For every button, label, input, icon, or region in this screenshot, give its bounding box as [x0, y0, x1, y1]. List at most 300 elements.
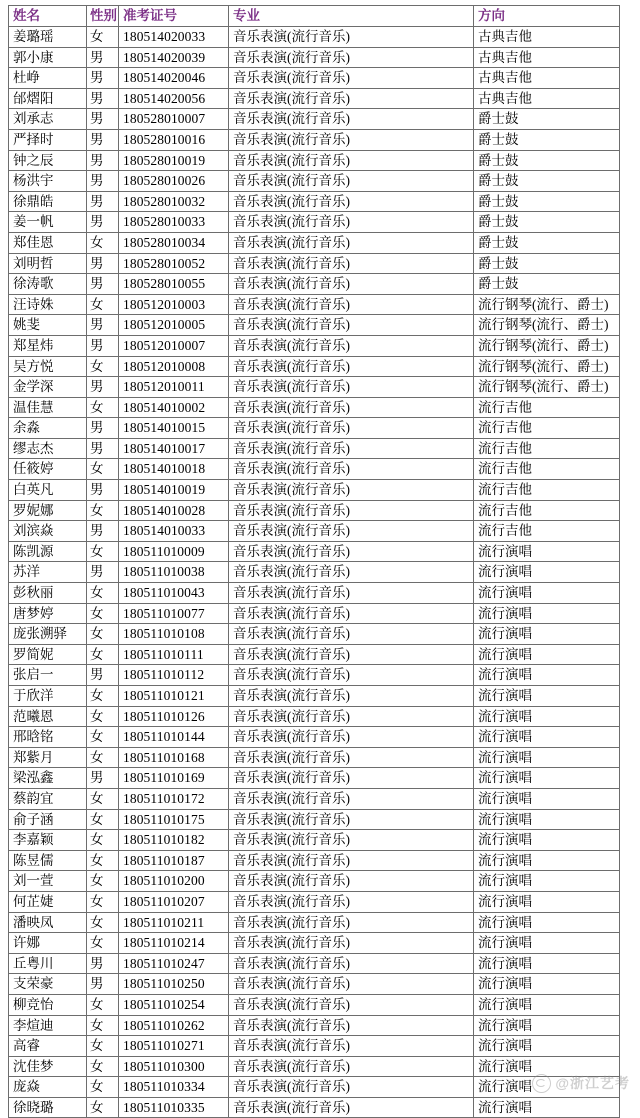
cell-major: 音乐表演(流行音乐)	[229, 994, 474, 1015]
cell-gender: 男	[87, 480, 119, 501]
cell-major: 音乐表演(流行音乐)	[229, 850, 474, 871]
cell-name: 张启一	[9, 665, 87, 686]
cell-direction: 流行演唱	[474, 953, 620, 974]
cell-direction: 流行演唱	[474, 994, 620, 1015]
cell-direction: 爵士鼓	[474, 212, 620, 233]
cell-gender: 女	[87, 830, 119, 851]
column-header-exam-id: 准考证号	[119, 6, 229, 27]
table-row	[9, 68, 620, 89]
cell-name: 李煊迪	[9, 1015, 87, 1036]
table-row	[9, 315, 620, 336]
cell-major: 音乐表演(流行音乐)	[229, 129, 474, 150]
cell-gender: 女	[87, 727, 119, 748]
cell-direction: 爵士鼓	[474, 150, 620, 171]
column-header-gender: 性别	[87, 6, 119, 27]
table-row	[9, 109, 620, 130]
cell-direction: 流行演唱	[474, 830, 620, 851]
cell-exam-id: 180511010169	[119, 768, 229, 789]
cell-exam-id: 180511010250	[119, 974, 229, 995]
cell-major: 音乐表演(流行音乐)	[229, 665, 474, 686]
cell-gender: 男	[87, 109, 119, 130]
cell-major: 音乐表演(流行音乐)	[229, 974, 474, 995]
cell-name: 姜一帆	[9, 212, 87, 233]
cell-name: 缪志杰	[9, 438, 87, 459]
table-row	[9, 583, 620, 604]
cell-name: 金学深	[9, 377, 87, 398]
cell-direction: 流行演唱	[474, 624, 620, 645]
cell-name: 徐鼎皓	[9, 191, 87, 212]
cell-major: 音乐表演(流行音乐)	[229, 624, 474, 645]
table-row	[9, 624, 620, 645]
cell-gender: 女	[87, 809, 119, 830]
cell-exam-id: 180514010028	[119, 500, 229, 521]
cell-exam-id: 180528010026	[119, 171, 229, 192]
cell-exam-id: 180514010017	[119, 438, 229, 459]
cell-exam-id: 180528010032	[119, 191, 229, 212]
table-row	[9, 171, 620, 192]
cell-direction: 爵士鼓	[474, 171, 620, 192]
cell-gender: 男	[87, 68, 119, 89]
cell-name: 沈佳梦	[9, 1056, 87, 1077]
cell-gender: 女	[87, 541, 119, 562]
cell-name: 陈昱儒	[9, 850, 87, 871]
cell-gender: 女	[87, 850, 119, 871]
cell-direction: 流行演唱	[474, 706, 620, 727]
cell-exam-id: 180528010033	[119, 212, 229, 233]
cell-direction: 流行吉他	[474, 500, 620, 521]
cell-gender: 女	[87, 871, 119, 892]
cell-exam-id: 180511010175	[119, 809, 229, 830]
cell-name: 余淼	[9, 418, 87, 439]
cell-gender: 男	[87, 665, 119, 686]
cell-major: 音乐表演(流行音乐)	[229, 541, 474, 562]
table-row	[9, 1015, 620, 1036]
cell-name: 唐梦婷	[9, 603, 87, 624]
cell-exam-id: 180511010247	[119, 953, 229, 974]
cell-name: 庞张溯驿	[9, 624, 87, 645]
cell-major: 音乐表演(流行音乐)	[229, 706, 474, 727]
cell-gender: 男	[87, 274, 119, 295]
cell-exam-id: 180528010019	[119, 150, 229, 171]
cell-exam-id: 180512010005	[119, 315, 229, 336]
cell-major: 音乐表演(流行音乐)	[229, 1036, 474, 1057]
cell-direction: 流行演唱	[474, 747, 620, 768]
cell-name: 杜峥	[9, 68, 87, 89]
cell-major: 音乐表演(流行音乐)	[229, 459, 474, 480]
cell-major: 音乐表演(流行音乐)	[229, 191, 474, 212]
table-row	[9, 809, 620, 830]
cell-gender: 男	[87, 315, 119, 336]
cell-gender: 女	[87, 1077, 119, 1098]
cell-direction: 爵士鼓	[474, 109, 620, 130]
cell-exam-id: 180511010271	[119, 1036, 229, 1057]
cell-major: 音乐表演(流行音乐)	[229, 521, 474, 542]
cell-exam-id: 180511010335	[119, 1097, 229, 1118]
cell-name: 潘映凤	[9, 912, 87, 933]
table-row	[9, 377, 620, 398]
cell-name: 郑佳恩	[9, 232, 87, 253]
cell-gender: 男	[87, 953, 119, 974]
table-row	[9, 933, 620, 954]
cell-direction: 流行演唱	[474, 644, 620, 665]
table-row	[9, 129, 620, 150]
table-row	[9, 1097, 620, 1118]
table-row	[9, 232, 620, 253]
cell-major: 音乐表演(流行音乐)	[229, 583, 474, 604]
cell-exam-id: 180511010300	[119, 1056, 229, 1077]
cell-gender: 女	[87, 788, 119, 809]
table-row	[9, 335, 620, 356]
cell-gender: 女	[87, 994, 119, 1015]
cell-exam-id: 180511010200	[119, 871, 229, 892]
cell-major: 音乐表演(流行音乐)	[229, 830, 474, 851]
table-row	[9, 438, 620, 459]
cell-exam-id: 180514010015	[119, 418, 229, 439]
table-row	[9, 191, 620, 212]
cell-name: 钟之辰	[9, 150, 87, 171]
table-row	[9, 891, 620, 912]
cell-major: 音乐表演(流行音乐)	[229, 500, 474, 521]
cell-exam-id: 180528010052	[119, 253, 229, 274]
cell-gender: 女	[87, 686, 119, 707]
cell-name: 柳竞怡	[9, 994, 87, 1015]
table-header	[9, 6, 620, 27]
table-body	[9, 27, 620, 1118]
cell-gender: 女	[87, 397, 119, 418]
cell-major: 音乐表演(流行音乐)	[229, 150, 474, 171]
table-row	[9, 274, 620, 295]
cell-exam-id: 180528010007	[119, 109, 229, 130]
table-row	[9, 727, 620, 748]
cell-name: 郑星炜	[9, 335, 87, 356]
cell-exam-id: 180511010211	[119, 912, 229, 933]
cell-direction: 流行演唱	[474, 912, 620, 933]
cell-major: 音乐表演(流行音乐)	[229, 274, 474, 295]
cell-direction: 流行演唱	[474, 603, 620, 624]
cell-direction: 古典吉他	[474, 47, 620, 68]
cell-direction: 流行演唱	[474, 686, 620, 707]
cell-exam-id: 180514020033	[119, 27, 229, 48]
cell-gender: 女	[87, 1036, 119, 1057]
cell-major: 音乐表演(流行音乐)	[229, 1056, 474, 1077]
cell-major: 音乐表演(流行音乐)	[229, 891, 474, 912]
cell-exam-id: 180511010121	[119, 686, 229, 707]
table-row	[9, 830, 620, 851]
table-row	[9, 521, 620, 542]
cell-gender: 女	[87, 933, 119, 954]
cell-gender: 男	[87, 521, 119, 542]
cell-gender: 女	[87, 1097, 119, 1118]
table-row	[9, 644, 620, 665]
cell-name: 杨洪宇	[9, 171, 87, 192]
column-header-direction: 方向	[474, 6, 620, 27]
candidate-table	[8, 5, 620, 1118]
cell-name: 汪诗姝	[9, 294, 87, 315]
cell-major: 音乐表演(流行音乐)	[229, 912, 474, 933]
cell-name: 范曦恩	[9, 706, 87, 727]
cell-gender: 男	[87, 88, 119, 109]
cell-name: 陈凯源	[9, 541, 87, 562]
cell-exam-id: 180514020039	[119, 47, 229, 68]
cell-major: 音乐表演(流行音乐)	[229, 335, 474, 356]
cell-name: 郭小康	[9, 47, 87, 68]
cell-name: 罗妮娜	[9, 500, 87, 521]
cell-name: 温佳慧	[9, 397, 87, 418]
cell-exam-id: 180528010016	[119, 129, 229, 150]
cell-direction: 流行演唱	[474, 788, 620, 809]
cell-direction: 流行吉他	[474, 459, 620, 480]
cell-direction: 流行演唱	[474, 665, 620, 686]
cell-major: 音乐表演(流行音乐)	[229, 88, 474, 109]
cell-gender: 女	[87, 356, 119, 377]
table-row	[9, 1056, 620, 1077]
cell-direction: 流行演唱	[474, 562, 620, 583]
cell-name: 许娜	[9, 933, 87, 954]
cell-exam-id: 180511010108	[119, 624, 229, 645]
cell-direction: 流行钢琴(流行、爵士)	[474, 335, 620, 356]
cell-name: 严择时	[9, 129, 87, 150]
cell-direction: 流行吉他	[474, 397, 620, 418]
table-row	[9, 459, 620, 480]
table-row	[9, 768, 620, 789]
table-row	[9, 253, 620, 274]
cell-major: 音乐表演(流行音乐)	[229, 418, 474, 439]
cell-exam-id: 180514020046	[119, 68, 229, 89]
cell-major: 音乐表演(流行音乐)	[229, 109, 474, 130]
cell-major: 音乐表演(流行音乐)	[229, 603, 474, 624]
table-row	[9, 212, 620, 233]
cell-exam-id: 180514010018	[119, 459, 229, 480]
cell-gender: 男	[87, 150, 119, 171]
cell-exam-id: 180528010055	[119, 274, 229, 295]
cell-major: 音乐表演(流行音乐)	[229, 212, 474, 233]
cell-major: 音乐表演(流行音乐)	[229, 47, 474, 68]
cell-direction: 流行演唱	[474, 974, 620, 995]
cell-exam-id: 180511010038	[119, 562, 229, 583]
cell-major: 音乐表演(流行音乐)	[229, 232, 474, 253]
table-row	[9, 294, 620, 315]
cell-name: 姚斐	[9, 315, 87, 336]
cell-name: 丘粤川	[9, 953, 87, 974]
cell-direction: 流行钢琴(流行、爵士)	[474, 377, 620, 398]
cell-name: 徐涛歌	[9, 274, 87, 295]
table-row	[9, 356, 620, 377]
cell-name: 支荣豪	[9, 974, 87, 995]
cell-direction: 流行演唱	[474, 871, 620, 892]
cell-exam-id: 180514010002	[119, 397, 229, 418]
cell-gender: 女	[87, 706, 119, 727]
cell-name: 于欣洋	[9, 686, 87, 707]
cell-gender: 男	[87, 253, 119, 274]
table-row	[9, 47, 620, 68]
cell-gender: 女	[87, 891, 119, 912]
cell-name: 梁泓鑫	[9, 768, 87, 789]
cell-exam-id: 180528010034	[119, 232, 229, 253]
cell-name: 庞焱	[9, 1077, 87, 1098]
column-header-major: 专业	[229, 6, 474, 27]
cell-gender: 女	[87, 583, 119, 604]
cell-direction: 古典吉他	[474, 88, 620, 109]
cell-direction: 流行演唱	[474, 809, 620, 830]
cell-name: 刘明哲	[9, 253, 87, 274]
table-row	[9, 974, 620, 995]
cell-exam-id: 180511010214	[119, 933, 229, 954]
table-row	[9, 397, 620, 418]
cell-name: 姜璐瑶	[9, 27, 87, 48]
cell-direction: 爵士鼓	[474, 191, 620, 212]
cell-major: 音乐表演(流行音乐)	[229, 686, 474, 707]
cell-direction: 流行演唱	[474, 933, 620, 954]
cell-gender: 女	[87, 1015, 119, 1036]
cell-exam-id: 180514010019	[119, 480, 229, 501]
cell-major: 音乐表演(流行音乐)	[229, 1015, 474, 1036]
cell-major: 音乐表演(流行音乐)	[229, 27, 474, 48]
cell-direction: 爵士鼓	[474, 274, 620, 295]
cell-direction: 流行演唱	[474, 768, 620, 789]
table-row	[9, 953, 620, 974]
cell-major: 音乐表演(流行音乐)	[229, 644, 474, 665]
cell-major: 音乐表演(流行音乐)	[229, 933, 474, 954]
cell-direction: 流行吉他	[474, 438, 620, 459]
cell-name: 吴方悦	[9, 356, 87, 377]
cell-direction: 流行吉他	[474, 521, 620, 542]
table-row	[9, 418, 620, 439]
cell-gender: 男	[87, 191, 119, 212]
cell-gender: 女	[87, 459, 119, 480]
cell-major: 音乐表演(流行音乐)	[229, 1077, 474, 1098]
cell-exam-id: 180514010033	[119, 521, 229, 542]
cell-direction: 流行演唱	[474, 541, 620, 562]
table-row	[9, 665, 620, 686]
cell-exam-id: 180514020056	[119, 88, 229, 109]
cell-name: 李嘉颖	[9, 830, 87, 851]
cell-gender: 男	[87, 438, 119, 459]
cell-name: 苏洋	[9, 562, 87, 583]
cell-direction: 流行演唱	[474, 1097, 620, 1118]
cell-major: 音乐表演(流行音乐)	[229, 397, 474, 418]
cell-gender: 女	[87, 912, 119, 933]
table-row	[9, 747, 620, 768]
cell-major: 音乐表演(流行音乐)	[229, 438, 474, 459]
cell-exam-id: 180511010144	[119, 727, 229, 748]
cell-exam-id: 180512010008	[119, 356, 229, 377]
cell-gender: 女	[87, 603, 119, 624]
cell-exam-id: 180511010262	[119, 1015, 229, 1036]
cell-exam-id: 180511010168	[119, 747, 229, 768]
cell-gender: 男	[87, 171, 119, 192]
cell-exam-id: 180511010043	[119, 583, 229, 604]
cell-major: 音乐表演(流行音乐)	[229, 356, 474, 377]
cell-gender: 男	[87, 377, 119, 398]
cell-major: 音乐表演(流行音乐)	[229, 727, 474, 748]
cell-exam-id: 180512010011	[119, 377, 229, 398]
cell-direction: 流行吉他	[474, 480, 620, 501]
cell-name: 刘滨焱	[9, 521, 87, 542]
cell-exam-id: 180511010009	[119, 541, 229, 562]
cell-direction: 爵士鼓	[474, 129, 620, 150]
cell-direction: 爵士鼓	[474, 232, 620, 253]
table-row	[9, 871, 620, 892]
cell-exam-id: 180512010007	[119, 335, 229, 356]
cell-gender: 女	[87, 644, 119, 665]
cell-name: 俞子涵	[9, 809, 87, 830]
cell-major: 音乐表演(流行音乐)	[229, 253, 474, 274]
cell-name: 任筱婷	[9, 459, 87, 480]
cell-major: 音乐表演(流行音乐)	[229, 294, 474, 315]
cell-name: 何芷婕	[9, 891, 87, 912]
cell-major: 音乐表演(流行音乐)	[229, 171, 474, 192]
cell-gender: 男	[87, 418, 119, 439]
cell-gender: 男	[87, 129, 119, 150]
cell-name: 邢晗铭	[9, 727, 87, 748]
cell-name: 邰熠阳	[9, 88, 87, 109]
cell-gender: 女	[87, 1056, 119, 1077]
cell-exam-id: 180511010111	[119, 644, 229, 665]
table-header-row	[9, 6, 620, 27]
cell-direction: 流行演唱	[474, 1015, 620, 1036]
table-row	[9, 541, 620, 562]
table-row	[9, 480, 620, 501]
cell-major: 音乐表演(流行音乐)	[229, 953, 474, 974]
table-row	[9, 500, 620, 521]
cell-direction: 流行演唱	[474, 1056, 620, 1077]
watermark-text: @浙江艺考	[555, 1075, 630, 1091]
cell-name: 刘承志	[9, 109, 87, 130]
cell-name: 罗简妮	[9, 644, 87, 665]
cell-major: 音乐表演(流行音乐)	[229, 1097, 474, 1118]
cell-name: 高睿	[9, 1036, 87, 1057]
cell-exam-id: 180511010126	[119, 706, 229, 727]
cell-direction: 流行钢琴(流行、爵士)	[474, 356, 620, 377]
cell-exam-id: 180511010112	[119, 665, 229, 686]
table-row	[9, 150, 620, 171]
table-row	[9, 706, 620, 727]
cell-gender: 男	[87, 974, 119, 995]
cell-gender: 女	[87, 294, 119, 315]
table-row	[9, 562, 620, 583]
cell-name: 徐晓璐	[9, 1097, 87, 1118]
cell-major: 音乐表演(流行音乐)	[229, 68, 474, 89]
cell-exam-id: 180511010207	[119, 891, 229, 912]
cell-gender: 女	[87, 624, 119, 645]
cell-name: 白英凡	[9, 480, 87, 501]
cell-direction: 古典吉他	[474, 68, 620, 89]
cell-major: 音乐表演(流行音乐)	[229, 377, 474, 398]
table-row	[9, 1077, 620, 1098]
cell-major: 音乐表演(流行音乐)	[229, 315, 474, 336]
cell-gender: 女	[87, 500, 119, 521]
cell-name: 蔡韵宜	[9, 788, 87, 809]
cell-direction: 古典吉他	[474, 27, 620, 48]
table-row	[9, 912, 620, 933]
cell-exam-id: 180511010172	[119, 788, 229, 809]
cell-exam-id: 180511010182	[119, 830, 229, 851]
table-row	[9, 850, 620, 871]
cell-major: 音乐表演(流行音乐)	[229, 768, 474, 789]
cell-exam-id: 180511010254	[119, 994, 229, 1015]
table-row	[9, 88, 620, 109]
cell-major: 音乐表演(流行音乐)	[229, 809, 474, 830]
exam-list-container	[8, 5, 619, 1118]
cell-direction: 流行钢琴(流行、爵士)	[474, 294, 620, 315]
table-row	[9, 686, 620, 707]
cell-exam-id: 180512010003	[119, 294, 229, 315]
cell-exam-id: 180511010334	[119, 1077, 229, 1098]
cell-major: 音乐表演(流行音乐)	[229, 480, 474, 501]
cell-gender: 女	[87, 232, 119, 253]
cell-name: 彭秋丽	[9, 583, 87, 604]
table-row	[9, 27, 620, 48]
